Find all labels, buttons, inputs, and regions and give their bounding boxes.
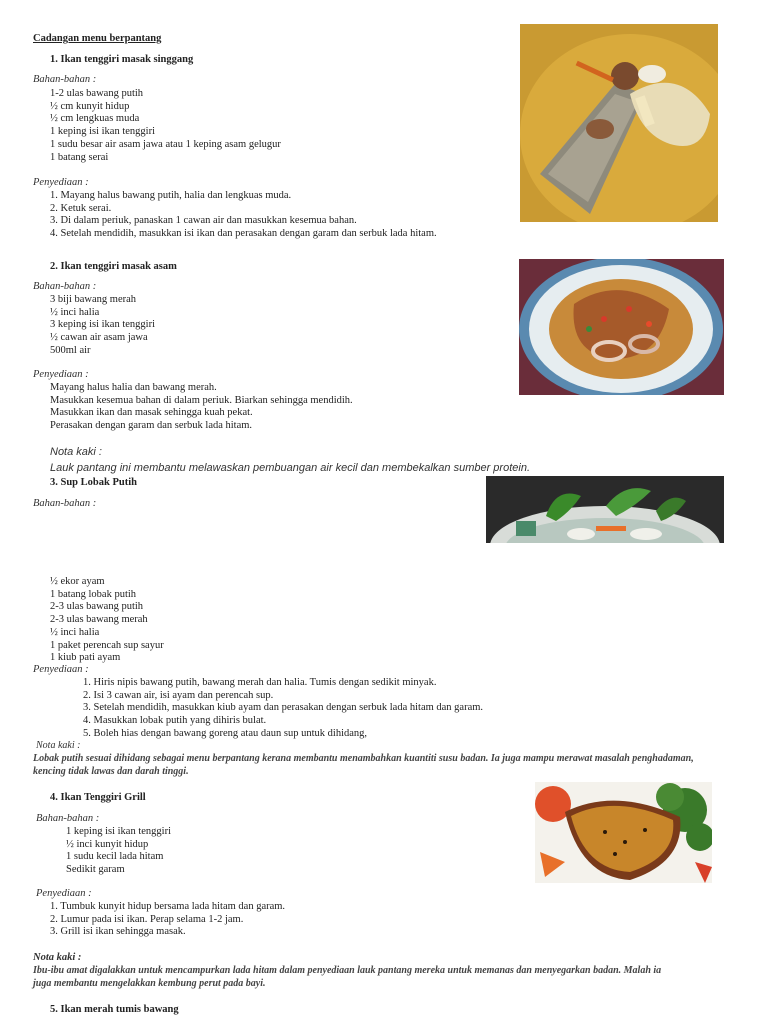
recipe-4-penyediaan-label: Penyediaan : bbox=[36, 888, 92, 899]
ingredient-item: 2-3 ulas bawang merah bbox=[50, 614, 148, 626]
ingredient-item: 1 batang lobak putih bbox=[50, 588, 137, 600]
step-item: 4. Setelah mendidih, masukkan isi ikan dan perasakan dengan garam dan serbuk lada hitam. bbox=[50, 228, 437, 240]
step-item: Perasakan dengan garam dan serbuk lada hitam. bbox=[50, 420, 253, 432]
ingredient-item: 1 sudu kecil lada hitam bbox=[66, 851, 164, 863]
step-item: 3. Grill isi ikan sehingga masak. bbox=[50, 926, 186, 938]
recipe-1-heading: 1. Ikan tenggiri masak singgang bbox=[50, 54, 194, 65]
ingredient-item: 1 batang serai bbox=[50, 151, 109, 163]
nota-line: Ibu-ibu amat digalakkan untuk mencampurkan lada hitam dalam penyediaan lauk pantang mereka untuk memanas dan menyegarkan badan. Malah ia bbox=[33, 965, 662, 976]
recipe-2-nota-text: Lauk pantang ini membantu melawaskan pembuangan air kecil dan membekalkan sumber protein. bbox=[50, 462, 530, 474]
nota-line: kencing tidak lawas dan darah tinggi. bbox=[33, 766, 189, 777]
ingredient-item: ½ inci kunyit hidup bbox=[66, 838, 149, 850]
photo-sup-lobak bbox=[486, 476, 724, 543]
recipe-2-penyediaan-label: Penyediaan : bbox=[33, 369, 89, 380]
recipe-2-bahan-list bbox=[50, 294, 155, 358]
ingredient-item: 1 paket perencah sup sayur bbox=[50, 639, 164, 651]
recipe-2-penyediaan-list bbox=[50, 382, 353, 433]
recipe-1-bahan-label: Bahan-bahan : bbox=[33, 74, 97, 85]
step-item: 1. Hiris nipis bawang putih, bawang merah dan halia. Tumis dengan sedikit minyak. bbox=[83, 677, 437, 688]
step-item: 3. Setelah mendidih, masukkan kiub ayam dan perasakan dengan serbuk lada hitam dan garam. bbox=[83, 702, 484, 714]
recipe-2-bahan-label: Bahan-bahan : bbox=[33, 281, 97, 292]
recipe-3-nota-text bbox=[33, 752, 694, 778]
step-item: 3. Di dalam periuk, panaskan 1 cawan air dan masukkan kesemua bahan. bbox=[50, 215, 357, 227]
step-item: 5. Boleh hias dengan bawang goreng atau daun sup untuk dihidang, bbox=[83, 727, 368, 739]
ingredient-item: Sedikit garam bbox=[66, 864, 125, 876]
recipe-4-nota-label: Nota kaki : bbox=[33, 952, 82, 963]
ingredient-item: 3 keping isi ikan tenggiri bbox=[50, 319, 155, 331]
nota-line: juga membantu mengelakkan kembung perut pada bayi. bbox=[33, 978, 266, 989]
recipe-5-heading: 5. Ikan merah tumis bawang bbox=[50, 1004, 179, 1015]
step-item: 2. Ketuk serai. bbox=[50, 202, 112, 214]
ingredient-item: ½ ekor ayam bbox=[50, 576, 105, 587]
step-item: 2. Isi 3 cawan air, isi ayam dan perencah sup. bbox=[83, 689, 274, 701]
step-item: Mayang halus halia dan bawang merah. bbox=[50, 382, 217, 393]
recipe-2-heading: 2. Ikan tenggiri masak asam bbox=[50, 261, 177, 272]
step-item: Masukkan ikan dan masak sehingga kuah pekat. bbox=[50, 407, 253, 419]
ingredient-item: ½ cm lengkuas muda bbox=[50, 113, 140, 125]
recipe-2-nota-label: Nota kaki : bbox=[50, 446, 102, 458]
recipe-1-penyediaan-list bbox=[50, 190, 437, 241]
step-item: 1. Tumbuk kunyit hidup bersama lada hitam dan garam. bbox=[50, 901, 286, 912]
photo-ikan-grill bbox=[535, 782, 712, 883]
recipe-1-penyediaan-label: Penyediaan : bbox=[33, 177, 89, 188]
ingredient-item: 1 sudu besar air asam jawa atau 1 keping asam gelugur bbox=[50, 138, 281, 150]
recipe-3-nota-label: Nota kaki : bbox=[36, 740, 81, 751]
ingredient-item: ½ inci halia bbox=[50, 626, 100, 638]
recipe-1-bahan-list bbox=[50, 88, 281, 164]
ingredient-item: 1-2 ulas bawang putih bbox=[50, 88, 144, 99]
recipe-4-bahan-label: Bahan-bahan : bbox=[36, 813, 100, 824]
recipe-4-bahan-list bbox=[66, 826, 171, 877]
ingredient-item: 1 kiub pati ayam bbox=[50, 652, 121, 664]
recipe-3-bahan-label: Bahan-bahan : bbox=[33, 498, 97, 509]
recipe-3-penyediaan-list bbox=[83, 677, 483, 741]
recipe-3-penyediaan-label: Penyediaan : bbox=[33, 664, 89, 675]
ingredient-item: ½ cawan air asam jawa bbox=[50, 332, 148, 344]
recipe-4-penyediaan-list bbox=[50, 901, 285, 939]
step-item: 4. Masukkan lobak putih yang dihiris bulat. bbox=[83, 715, 267, 727]
step-item: Masukkan kesemua bahan di dalam periuk. Biarkan sehingga mendidih. bbox=[50, 394, 353, 406]
step-item: 1. Mayang halus bawang putih, halia dan lengkuas muda. bbox=[50, 190, 292, 201]
recipe-3-bahan-list bbox=[50, 576, 164, 665]
nota-line: Lobak putih sesuai dihidang sebagai menu berpantang kerana membantu menambahkan kuantiti susu badan. Ia juga mampu merawat masalah penghadaman, bbox=[33, 753, 694, 764]
recipe-3-heading: 3. Sup Lobak Putih bbox=[50, 477, 137, 488]
step-item: 2. Lumur pada isi ikan. Perap selama 1-2 jam. bbox=[50, 913, 244, 925]
ingredient-item: ½ inci halia bbox=[50, 306, 100, 318]
recipe-4-heading: 4. Ikan Tenggiri Grill bbox=[50, 792, 146, 803]
recipe-4-nota-text bbox=[33, 964, 661, 990]
ingredient-item: 2-3 ulas bawang putih bbox=[50, 601, 144, 613]
photo-ikan-asam bbox=[519, 259, 724, 395]
document-title: Cadangan menu berpantang bbox=[33, 33, 162, 44]
ingredient-item: 1 keping isi ikan tenggiri bbox=[66, 826, 171, 837]
ingredient-item: ½ cm kunyit hidup bbox=[50, 100, 130, 112]
ingredient-item: 1 keping isi ikan tenggiri bbox=[50, 126, 155, 138]
ingredient-item: 3 biji bawang merah bbox=[50, 294, 137, 305]
photo-ikan-singgang bbox=[520, 24, 718, 222]
ingredient-item: 500ml air bbox=[50, 344, 91, 356]
